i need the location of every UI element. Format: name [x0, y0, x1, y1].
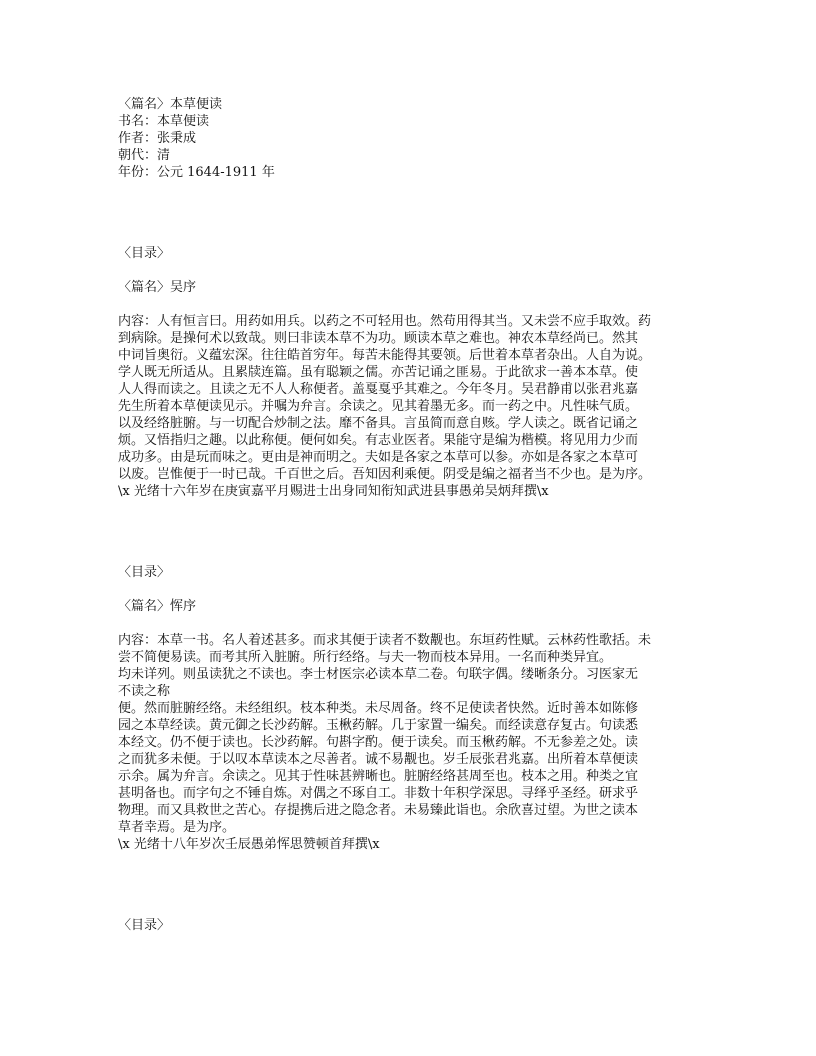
signature-line: \x 光绪十八年岁次壬辰愚弟恽思赞顿首拜撰\x — [118, 837, 380, 852]
text-line: 以废。岂惟便于一时已哉。千百世之后。吾知因利乘便。阴受是编之福者当不少也。是为序。 — [118, 467, 652, 482]
text-line: 尝不简便易读。而考其所入脏腑。所行经络。与夫一物而枝本异用。一名而种类异宜。 — [118, 650, 613, 665]
section-heading: 〈篇名〉吴序 — [118, 280, 197, 295]
text-line: 园之本草经读。黄元御之长沙药解。玉楸药解。几于家置一编矣。而经读意存复古。句读悉 — [118, 718, 639, 733]
text-line: 内容：人有恒言曰。用药如用兵。以药之不可轻用也。然苟用得其当。又未尝不应手取效。药 — [118, 314, 652, 329]
text-line: 中词旨奥衍。义蕴宏深。往往皓首穷年。每苦未能得其要领。后世着本草者杂出。人自为说。 — [118, 348, 652, 363]
text-line: 甚明备也。而字句之不锤自炼。对偶之不琢自工。非数十年积学深思。寻绎乎圣经。研求乎 — [118, 786, 639, 801]
dynasty-line: 朝代：清 — [118, 148, 171, 163]
text-line: 之而犹多未便。于以叹本草读本之尽善者。诚不易觏也。岁壬辰张君兆嘉。出所着本草便读 — [118, 752, 639, 767]
text-line: 先生所着本草便读见示。并嘱为弁言。余读之。见其着墨无多。而一药之中。凡性味气质。 — [118, 399, 639, 414]
text-line: 以及经络脏腑。与一切配合炒制之法。靡不备具。言虽简而意自赅。学人读之。既省记诵之 — [118, 416, 639, 431]
text-line: 草者幸焉。是为序。 — [118, 820, 236, 835]
author-line: 作者：张秉成 — [118, 131, 197, 146]
preface-wu — [118, 279, 698, 500]
toc-label: 〈目录〉 — [118, 565, 171, 580]
text-line: 本经文。仍不便于读也。长沙药解。句斟字酌。便于读矣。而玉楸药解。不无参差之处。读 — [118, 735, 639, 750]
preface-hui-body — [118, 632, 698, 853]
text-line: 人人得而读之。且读之无不人人称便者。盖戛戛乎其难之。今年冬月。吴君静甫以张君兆嘉 — [118, 382, 639, 397]
chapter-title-line: 〈篇名〉本草便读 — [118, 97, 223, 112]
text-line: 物理。而又具救世之苦心。存提携后进之隐念者。未易臻此诣也。余欣喜过望。为世之读本 — [118, 803, 639, 818]
toc-label: 〈目录〉 — [118, 918, 171, 933]
text-line: 均未详列。则虽读犹之不读也。李士材医宗必读本草二卷。句联字偶。缕晰条分。习医家无 — [118, 667, 639, 682]
book-metadata — [118, 96, 698, 181]
text-line: 成功多。由是玩而味之。更由是神而明之。夫如是各家之本草可以参。亦如是各家之本草可 — [118, 450, 639, 465]
section-heading: 〈篇名〉恽序 — [118, 599, 197, 614]
document-page — [118, 96, 698, 934]
text-line: 学人既无所适从。且累牍连篇。虽有聪颖之儒。亦苦记诵之匪易。于此欲求一善本本草。使 — [118, 365, 639, 380]
text-line: 烦。又悟指归之趣。以此称便。便何如矣。有志业医者。果能守是编为楷模。将见用力少而 — [118, 433, 639, 448]
signature-line: \x 光绪十六年岁在庚寅嘉平月赐进士出身同知衔知武进县事愚弟吴炳拜撰\x — [118, 484, 549, 499]
preface-wu-body — [118, 313, 698, 500]
text-line: 到病除。是操何术以致哉。则曰非读本草不为功。顾读本草之难也。神农本草经尚已。然其 — [118, 331, 639, 346]
text-line: 内容：本草一书。名人着述甚多。而求其便于读者不数觏也。东垣药性赋。云林药性歌括。未 — [118, 633, 652, 648]
toc-label: 〈目录〉 — [118, 246, 171, 261]
preface-hui — [118, 598, 698, 853]
year-line: 年份：公元 1644-1911 年 — [118, 165, 275, 180]
book-name-line: 书名：本草便读 — [118, 114, 210, 129]
text-line: 示余。属为弁言。余读之。见其于性味甚辨晰也。脏腑经络甚周至也。枝本之用。种类之宜 — [118, 769, 639, 784]
text-line: 便。然而脏腑经络。未经组织。枝本种类。未尽周备。终不足使读者快然。近时善本如陈修 — [118, 701, 639, 716]
text-line: 不读之称 — [118, 684, 171, 699]
